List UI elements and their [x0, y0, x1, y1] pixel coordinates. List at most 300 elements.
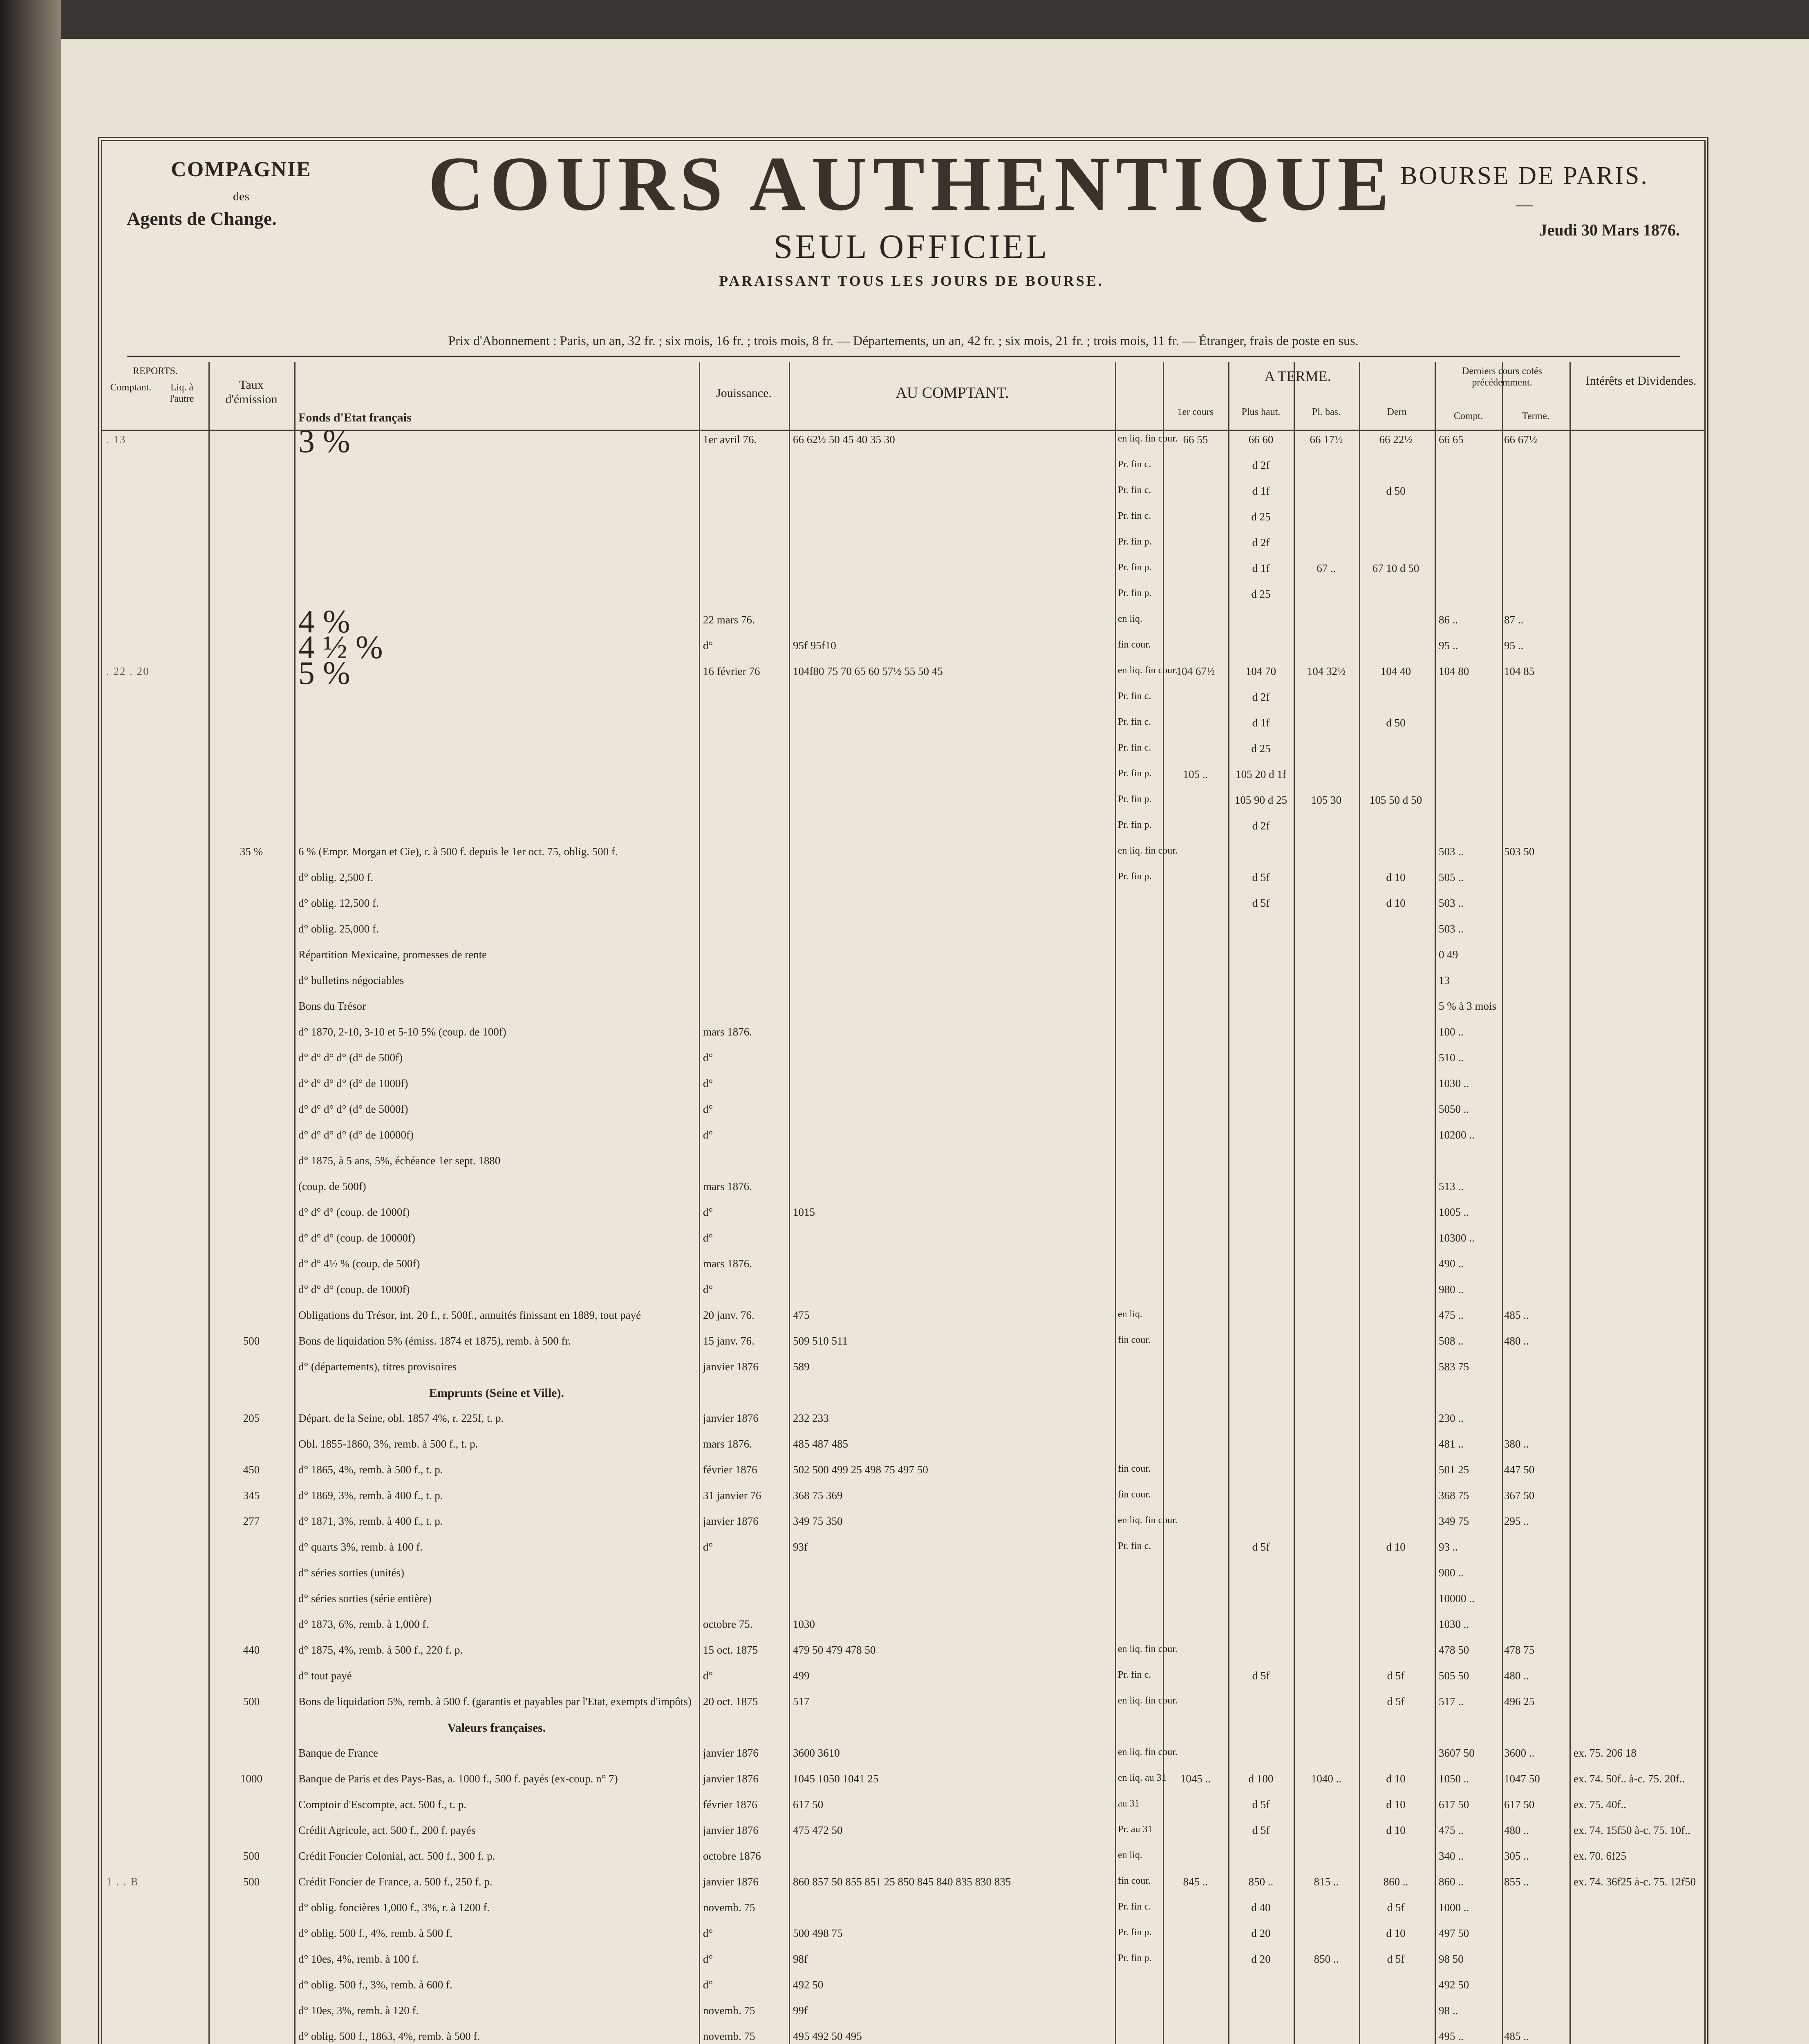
table-row — [102, 1335, 1704, 1351]
previous-compt-cell: 1005 .. — [1439, 1206, 1469, 1218]
previous-terme-cell: 485 .. — [1504, 2030, 1529, 2042]
plus-haut-cell: d 5f — [1252, 1798, 1270, 1811]
security-name: d° d° d° (coup. de 1000f) — [298, 1206, 410, 1218]
jouissance-cell: d° — [703, 1541, 713, 1553]
taux-cell: 500 — [243, 1335, 260, 1347]
jouissance-cell: mars 1876. — [703, 1180, 752, 1192]
premier-cours-cell: 1045 .. — [1180, 1773, 1211, 1785]
previous-terme-cell: 104 85 — [1504, 665, 1535, 677]
previous-compt-cell: 340 .. — [1439, 1850, 1464, 1862]
table-row — [102, 1901, 1704, 1918]
jouissance-cell: d° — [703, 1979, 713, 1991]
security-name: Banque de France — [298, 1747, 378, 1759]
security-name: Bons du Trésor — [298, 1000, 366, 1012]
page-subtitle: SEUL OFFICIEL — [773, 228, 1050, 266]
previous-compt-cell: 475 .. — [1439, 1309, 1464, 1321]
security-name: d° 1870, 2-10, 3-10 et 5-10 5% (coup. de 100f) — [298, 1026, 506, 1038]
previous-compt-cell: 490 .. — [1439, 1257, 1464, 1270]
previous-terme-cell: 478 75 — [1504, 1644, 1535, 1656]
comptant-prices: 1030 — [793, 1618, 815, 1630]
table-row — [102, 1644, 1704, 1660]
security-name: Banque de Paris et des Pays-Bas, a. 1000 f., 500 f. payés (ex-coup. n° 7) — [298, 1773, 618, 1785]
col-derniers-cours: Derniers cours cotés précédemment. — [1462, 366, 1542, 388]
dernier-cours-cell: d 10 — [1386, 1798, 1406, 1811]
terme-label: Pr. fin p. — [1118, 1953, 1152, 1963]
comptant-prices: 93f — [793, 1541, 808, 1553]
terme-label: Pr. fin c. — [1118, 511, 1151, 521]
table-row — [102, 1026, 1704, 1042]
jouissance-cell: novemb. 75 — [703, 2004, 755, 2017]
security-name: (coup. de 500f) — [298, 1180, 366, 1192]
table-row — [102, 948, 1704, 965]
plus-bas-cell: 1040 .. — [1311, 1773, 1342, 1785]
table-row — [102, 511, 1704, 527]
jouissance-cell: novemb. 75 — [703, 2030, 755, 2042]
col-a-terme: A TERME. — [1264, 368, 1331, 384]
terme-label: fin cour. — [1118, 1489, 1151, 1500]
plus-haut-cell: d 2f — [1252, 536, 1270, 549]
table-row — [102, 588, 1704, 604]
terme-label: en liq. fin cour. — [1118, 1695, 1178, 1706]
previous-compt-cell: 98 50 — [1439, 1953, 1464, 1965]
table-row — [102, 820, 1704, 836]
jouissance-cell: 15 janv. 76. — [703, 1335, 754, 1347]
plus-haut-cell: d 1f — [1252, 717, 1270, 729]
dernier-cours-cell: 66 22½ — [1379, 433, 1413, 446]
plus-haut-cell: d 40 — [1251, 1901, 1271, 1914]
jouissance-cell: janvier 1876 — [703, 1412, 759, 1424]
interets-cell: ex. 74. 15f50 à-c. 75. 10f.. — [1574, 1824, 1690, 1836]
security-name: Bons de liquidation 5%, remb. à 500 f. (garantis et payables par l'Etat, exempts d'impôts) — [298, 1695, 692, 1708]
terme-label: Pr. fin c. — [1118, 691, 1151, 702]
publication-note: PARAISSANT TOUS LES JOURS DE BOURSE. — [719, 273, 1104, 289]
previous-compt-cell: 495 .. — [1439, 2030, 1464, 2042]
issue-date: Jeudi 30 Mars 1876. — [1539, 221, 1680, 239]
previous-terme-cell: 480 .. — [1504, 1335, 1529, 1347]
bourse-label: BOURSE DE PARIS. — [1400, 162, 1649, 190]
previous-compt-cell: 617 50 — [1439, 1798, 1469, 1811]
table-row — [102, 1180, 1704, 1197]
table-row — [102, 1154, 1704, 1171]
terme-label: en liq. fin cour. — [1118, 433, 1178, 444]
security-name: d° 1875, à 5 ans, 5%, échéance 1er sept. 1880 — [298, 1154, 501, 1167]
table-row — [102, 794, 1704, 810]
security-name: d° d° 4½ % (coup. de 500f) — [298, 1257, 420, 1270]
col-plus-haut: Plus haut. — [1241, 407, 1281, 417]
previous-compt-cell: 3607 50 — [1439, 1747, 1475, 1759]
comptant-prices: 485 487 485 — [793, 1438, 848, 1450]
dernier-cours-cell: d 5f — [1387, 1695, 1405, 1708]
agents-label: Agents de Change. — [127, 208, 277, 229]
plus-haut-cell: d 1f — [1252, 562, 1270, 574]
jouissance-cell: d° — [703, 1051, 713, 1064]
terme-label: Pr. fin p. — [1118, 562, 1152, 573]
table-row — [102, 1798, 1704, 1815]
col-plus-bas: Pl. bas. — [1312, 407, 1341, 417]
security-name: d° 1873, 6%, remb. à 1,000 f. — [298, 1618, 429, 1630]
table-row — [102, 1412, 1704, 1428]
table-row — [102, 871, 1704, 888]
jouissance-cell: 16 février 76 — [703, 665, 760, 677]
previous-compt-cell: 497 50 — [1439, 1927, 1469, 1939]
previous-terme-cell: 480 .. — [1504, 1824, 1529, 1836]
table-row — [102, 485, 1704, 501]
plus-haut-cell: 105 20 d 1f — [1236, 768, 1286, 780]
table-row — [102, 1051, 1704, 1068]
masthead-right — [1369, 161, 1680, 240]
security-name: d° oblig. 500 f., 3%, remb. à 600 f. — [298, 1979, 452, 1991]
terme-label: en liq. au 31 — [1118, 1773, 1166, 1783]
company-label: COMPAGNIE — [171, 158, 311, 181]
previous-terme-cell: 95 .. — [1504, 639, 1524, 652]
jouissance-cell: 20 janv. 76. — [703, 1309, 754, 1321]
table-row — [102, 424, 1704, 459]
dernier-cours-cell: d 10 — [1386, 897, 1406, 909]
premier-cours-cell: 104 67½ — [1176, 665, 1215, 677]
terme-label: Pr. fin p. — [1118, 588, 1152, 598]
previous-compt-cell: 1000 .. — [1439, 1901, 1469, 1914]
dernier-cours-cell: d 5f — [1387, 1901, 1405, 1914]
previous-terme-cell: 87 .. — [1504, 614, 1524, 626]
jouissance-cell: d° — [703, 1283, 713, 1295]
table-row — [102, 2030, 1704, 2044]
interets-cell: ex. 75. 206 18 — [1574, 1747, 1637, 1759]
table-row — [102, 536, 1704, 553]
jouissance-cell: novemb. 75 — [703, 1901, 755, 1914]
masthead-left — [127, 157, 356, 229]
comptant-prices: 1015 — [793, 1206, 815, 1218]
col-dernier-cours: Dern — [1387, 407, 1407, 417]
taux-cell: 1000 — [240, 1773, 262, 1785]
jouissance-cell: mars 1876. — [703, 1026, 752, 1038]
plus-haut-cell: 66 60 — [1248, 433, 1274, 446]
security-name: d° 1871, 3%, remb. à 400 f., t. p. — [298, 1515, 443, 1527]
jouissance-cell: janvier 1876 — [703, 1824, 759, 1836]
comptant-prices: 502 500 499 25 498 75 497 50 — [793, 1464, 928, 1476]
terme-label: Pr. fin p. — [1118, 536, 1152, 547]
previous-compt-cell: 10000 .. — [1439, 1592, 1475, 1605]
table-row — [102, 1515, 1704, 1531]
des-label: des — [233, 190, 249, 203]
jouissance-cell: 15 oct. 1875 — [703, 1644, 758, 1656]
security-name: d° oblig. 12,500 f. — [298, 897, 379, 909]
section-heading-row — [102, 1721, 1704, 1737]
security-name: 4 ½ % — [298, 630, 383, 666]
quotation-table — [102, 362, 1704, 2044]
security-name: Obligations du Trésor, int. 20 f., r. 500f., annuités finissant en 1889, tout payé — [298, 1309, 641, 1321]
table-row — [102, 655, 1704, 691]
plus-haut-cell: d 25 — [1251, 511, 1271, 523]
security-name: 5 % — [298, 655, 350, 691]
security-name: d° 10es, 4%, remb. à 100 f. — [298, 1953, 419, 1965]
security-name: d° oblig. 500 f., 4%, remb. à 500 f. — [298, 1927, 452, 1939]
dernier-cours-cell: d 10 — [1386, 1927, 1406, 1939]
jouissance-cell: d° — [703, 1077, 713, 1089]
plus-haut-cell: d 5f — [1252, 1824, 1270, 1836]
interets-cell: ex. 74. 36f25 à-c. 75. 12f50 — [1574, 1876, 1696, 1888]
security-name: Départ. de la Seine, obl. 1857 4%, r. 225f, t. p. — [298, 1412, 504, 1424]
interets-cell: ex. 74. 50f.. à-c. 75. 20f.. — [1574, 1773, 1685, 1785]
bulletin-frame — [98, 137, 1708, 2044]
previous-compt-cell: 1050 .. — [1439, 1773, 1469, 1785]
previous-compt-cell: 900 .. — [1439, 1567, 1464, 1579]
masthead-center — [388, 141, 1435, 289]
plus-bas-cell: 815 .. — [1314, 1876, 1339, 1888]
taux-cell: 205 — [243, 1412, 260, 1424]
comptant-prices: 99f — [793, 2004, 808, 2017]
previous-terme-cell: 1047 50 — [1504, 1773, 1540, 1785]
dernier-cours-cell: d 5f — [1387, 1953, 1405, 1965]
previous-compt-cell: 98 .. — [1439, 2004, 1458, 2017]
terme-label: Pr. fin p. — [1118, 794, 1152, 805]
previous-compt-cell: 492 50 — [1439, 1979, 1469, 1991]
col-liq: Liq. à l'autre — [170, 382, 194, 404]
previous-compt-cell: 368 75 — [1439, 1489, 1469, 1502]
comptant-prices: 499 — [793, 1670, 810, 1682]
table-row — [102, 1747, 1704, 1763]
comptant-prices: 232 233 — [793, 1412, 829, 1424]
table-row — [102, 1077, 1704, 1094]
taux-cell: 500 — [243, 1876, 260, 1888]
previous-terme-cell: 447 50 — [1504, 1464, 1535, 1476]
security-name: Crédit Foncier Colonial, act. 500 f., 300 f. p. — [298, 1850, 495, 1862]
table-row — [102, 768, 1704, 784]
col-jouissance: Jouissance. — [716, 386, 772, 400]
security-name: 4 % — [298, 604, 350, 640]
previous-terme-cell: 367 50 — [1504, 1489, 1535, 1502]
comptant-prices: 475 — [793, 1309, 810, 1321]
table-row — [102, 1773, 1704, 1789]
previous-compt-cell: 510 .. — [1439, 1051, 1464, 1064]
previous-terme-cell: 480 .. — [1504, 1670, 1529, 1682]
plus-haut-cell: d 5f — [1252, 1670, 1270, 1682]
plus-haut-cell: d 2f — [1252, 459, 1270, 471]
plus-bas-cell: 104 32½ — [1307, 665, 1346, 677]
premier-cours-cell: 845 .. — [1183, 1876, 1208, 1888]
comptant-prices: 1045 1050 1041 25 — [793, 1773, 879, 1785]
plus-haut-cell: d 5f — [1252, 871, 1270, 883]
terme-label: en liq. — [1118, 1850, 1142, 1860]
plus-haut-cell: d 25 — [1251, 742, 1271, 755]
table-row — [102, 923, 1704, 939]
table-row — [102, 1360, 1704, 1377]
comptant-prices: 617 50 — [793, 1798, 824, 1811]
taux-cell: 450 — [243, 1464, 260, 1476]
newspaper-page — [61, 39, 1809, 2044]
security-name: Bons de liquidation 5% (émiss. 1874 et 1875), remb. à 500 fr. — [298, 1335, 571, 1347]
plus-haut-cell: d 2f — [1252, 691, 1270, 703]
plus-haut-cell: d 25 — [1251, 588, 1271, 600]
previous-compt-cell: 475 .. — [1439, 1824, 1464, 1836]
comptant-prices: 349 75 350 — [793, 1515, 843, 1527]
terme-label: en liq. fin cour. — [1118, 845, 1178, 856]
col-interets: Intérêts et Dividendes. — [1585, 374, 1697, 388]
reports-cell: . 22 . 20 — [106, 665, 150, 677]
table-row — [102, 1206, 1704, 1222]
jouissance-cell: d° — [703, 1103, 713, 1115]
table-row — [102, 604, 1704, 640]
previous-compt-cell: 517 .. — [1439, 1695, 1464, 1708]
security-name: 6 % (Empr. Morgan et Cie), r. à 500 f. depuis le 1er oct. 75, oblig. 500 f. — [298, 845, 618, 858]
col-taux: Taux d'émission — [225, 378, 278, 406]
table-row — [102, 1979, 1704, 1995]
terme-label: Pr. fin c. — [1118, 1901, 1151, 1912]
interets-cell: ex. 75. 40f.. — [1574, 1798, 1626, 1811]
jouissance-cell: d° — [703, 639, 713, 652]
comptant-prices: 589 — [793, 1360, 810, 1373]
table-row — [102, 1283, 1704, 1300]
previous-compt-cell: 104 80 — [1439, 665, 1469, 677]
table-row — [102, 1567, 1704, 1583]
table-row — [102, 1824, 1704, 1840]
terme-label: Pr. fin p. — [1118, 1927, 1152, 1938]
security-name: Comptoir d'Escompte, act. 500 f., t. p. — [298, 1798, 467, 1811]
security-name: d° oblig. 25,000 f. — [298, 923, 379, 935]
comptant-prices: 479 50 479 478 50 — [793, 1644, 876, 1656]
previous-compt-cell: 503 .. — [1439, 923, 1464, 935]
jouissance-cell: janvier 1876 — [703, 1747, 759, 1759]
dernier-cours-cell: 105 50 d 50 — [1369, 794, 1422, 806]
security-name: d° d° d° d° (d° de 1000f) — [298, 1077, 408, 1089]
terme-label: Pr. fin c. — [1118, 717, 1151, 727]
jouissance-cell: d° — [703, 1670, 713, 1682]
security-name: d° d° d° d° (d° de 5000f) — [298, 1103, 408, 1115]
plus-bas-cell: 105 30 — [1311, 794, 1342, 806]
jouissance-cell: janvier 1876 — [703, 1773, 759, 1785]
table-row — [102, 1850, 1704, 1866]
comptant-prices: 517 — [793, 1695, 810, 1708]
security-name: d° tout payé — [298, 1670, 352, 1682]
previous-terme-cell: 305 .. — [1504, 1850, 1529, 1862]
jouissance-cell: d° — [703, 1953, 713, 1965]
jouissance-cell: octobre 1876 — [703, 1850, 761, 1862]
previous-compt-cell: 501 25 — [1439, 1464, 1469, 1476]
masthead — [102, 141, 1704, 362]
table-row — [102, 1670, 1704, 1686]
security-name: d° 1869, 3%, remb. à 400 f., t. p. — [298, 1489, 443, 1502]
table-row — [102, 459, 1704, 475]
terme-label: en liq. fin cour. — [1118, 1644, 1178, 1654]
previous-terme-cell: 66 67½ — [1504, 433, 1537, 446]
security-name: d° (départements), titres provisoires — [298, 1360, 457, 1373]
dernier-cours-cell: d 10 — [1386, 1824, 1406, 1836]
comptant-prices: 475 472 50 — [793, 1824, 843, 1836]
col-au-comptant: AU COMPTANT. — [896, 384, 1009, 401]
terme-label: Pr. fin p. — [1118, 820, 1152, 830]
premier-cours-cell: 66 55 — [1183, 433, 1208, 446]
taux-cell: 35 % — [240, 845, 263, 858]
taux-cell: 277 — [243, 1515, 260, 1527]
previous-compt-cell: 10200 .. — [1439, 1129, 1475, 1141]
jouissance-cell: d° — [703, 1129, 713, 1141]
jouissance-cell: 22 mars 76. — [703, 614, 755, 626]
previous-compt-cell: 5050 .. — [1439, 1103, 1469, 1115]
plus-haut-cell: d 5f — [1252, 1541, 1270, 1553]
plus-bas-cell: 850 .. — [1314, 1953, 1339, 1965]
section-heading: Emprunts (Seine et Ville). — [429, 1386, 564, 1400]
jouissance-cell: mars 1876. — [703, 1257, 752, 1270]
previous-terme-cell: 380 .. — [1504, 1438, 1529, 1450]
jouissance-cell: 1er avril 76. — [703, 433, 757, 446]
previous-compt-cell: 100 .. — [1439, 1026, 1464, 1038]
terme-label: en liq. — [1118, 614, 1142, 624]
col-comptant: Comptant. — [110, 382, 152, 393]
previous-compt-cell: 478 50 — [1439, 1644, 1469, 1656]
table-row — [102, 1257, 1704, 1274]
jouissance-cell: d° — [703, 1232, 713, 1244]
terme-label: en liq. fin cour. — [1118, 1747, 1178, 1757]
previous-terme-cell: 485 .. — [1504, 1309, 1529, 1321]
taux-cell: 500 — [243, 1850, 260, 1862]
jouissance-cell: d° — [703, 1927, 713, 1939]
dernier-cours-cell: d 10 — [1386, 1773, 1406, 1785]
previous-compt-cell: 860 .. — [1439, 1876, 1464, 1888]
security-name: d° 10es, 3%, remb. à 120 f. — [298, 2004, 419, 2017]
previous-compt-cell: 66 65 — [1439, 433, 1464, 446]
dernier-cours-cell: 67 10 d 50 — [1372, 562, 1419, 574]
table-row — [102, 630, 1704, 666]
terme-label: Pr. fin p. — [1118, 768, 1152, 779]
security-name: d° d° d° d° (d° de 10000f) — [298, 1129, 414, 1141]
dernier-cours-cell: d 50 — [1386, 485, 1406, 497]
plus-haut-cell: d 100 — [1248, 1773, 1274, 1785]
col-premier-cours: 1er cours — [1177, 407, 1214, 417]
plus-haut-cell: 104 70 — [1245, 665, 1276, 677]
jouissance-cell: 31 janvier 76 — [703, 1489, 761, 1502]
terme-label: Pr. fin c. — [1118, 1670, 1151, 1680]
plus-haut-cell: 105 90 d 25 — [1234, 794, 1287, 806]
table-row — [102, 1129, 1704, 1145]
security-name: d° 1865, 4%, remb. à 500 f., t. p. — [298, 1464, 443, 1476]
table-row — [102, 1464, 1704, 1480]
taux-cell: 440 — [243, 1644, 260, 1656]
table-row — [102, 1103, 1704, 1119]
terme-label: en liq. fin cour. — [1118, 1515, 1178, 1526]
previous-compt-cell: 980 .. — [1439, 1283, 1464, 1295]
table-row — [102, 1876, 1704, 1892]
plus-bas-cell: 66 17½ — [1310, 433, 1343, 446]
comptant-prices: 492 50 — [793, 1979, 824, 1991]
security-name: d° séries sorties (série entière) — [298, 1592, 432, 1605]
plus-haut-cell: d 5f — [1252, 897, 1270, 909]
interets-cell: ex. 70. 6f25 — [1574, 1850, 1626, 1862]
security-name: Répartition Mexicaine, promesses de rente — [298, 948, 487, 961]
security-name: d° oblig. foncières 1,000 f., 3%, r. à 1200 f. — [298, 1901, 490, 1914]
table-row — [102, 1695, 1704, 1712]
previous-compt-cell: 86 .. — [1439, 614, 1458, 626]
jouissance-cell: mars 1876. — [703, 1438, 752, 1450]
plus-haut-cell: d 20 — [1251, 1927, 1271, 1939]
table-row — [102, 1309, 1704, 1325]
plus-haut-cell: d 1f — [1252, 485, 1270, 497]
col-terme: Terme. — [1522, 411, 1549, 421]
jouissance-cell: d° — [703, 1206, 713, 1218]
table-row — [102, 1489, 1704, 1506]
table-row — [102, 742, 1704, 759]
terme-label: fin cour. — [1118, 1876, 1151, 1886]
table-row — [102, 1232, 1704, 1248]
plus-haut-cell: d 2f — [1252, 820, 1270, 832]
page-title: COURS AUTHENTIQUE — [428, 141, 1395, 227]
previous-compt-cell: 230 .. — [1439, 1412, 1464, 1424]
table-row — [102, 897, 1704, 913]
col-fonds: Fonds d'Etat français — [298, 411, 412, 424]
comptant-prices: 368 75 369 — [793, 1489, 843, 1502]
terme-label: fin cour. — [1118, 1335, 1151, 1345]
terme-label: Pr. fin c. — [1118, 742, 1151, 753]
security-name: d° d° d° d° (d° de 500f) — [298, 1051, 403, 1064]
security-name: Obl. 1855-1860, 3%, remb. à 500 f., t. p. — [298, 1438, 478, 1450]
